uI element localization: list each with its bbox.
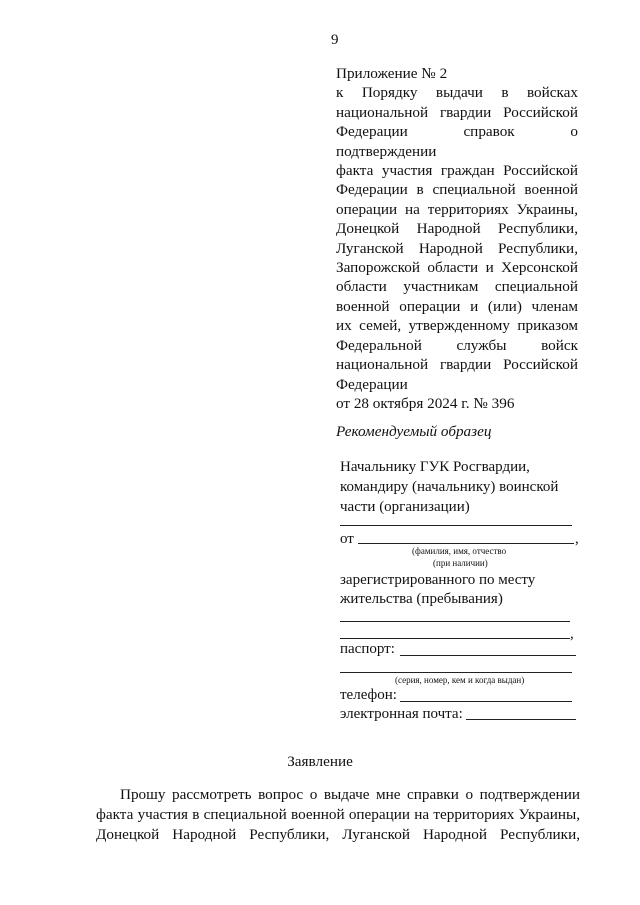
name-hint: (фамилия, имя, отчество xyxy=(412,546,507,556)
phone-field-line[interactable] xyxy=(400,701,572,702)
statement-line: факта участия в специальной военной операции на территориях Украины, xyxy=(96,806,580,823)
statement-body xyxy=(96,785,580,845)
appendix-title: Приложение № 2 xyxy=(336,65,448,82)
statement-line: Прошу рассмотреть вопрос о выдаче мне справки о подтверждении xyxy=(120,786,580,803)
address-field-line[interactable] xyxy=(340,621,570,622)
addressee-line: части (организации) xyxy=(340,499,470,515)
appendix-line: Федерации xyxy=(336,375,408,393)
appendix-line: Донецкой Народной Республики, xyxy=(336,220,578,238)
passport-field-line[interactable] xyxy=(340,672,572,673)
appendix-line: Федерации справок о подтверждении xyxy=(336,123,578,160)
email-label: электронная почта: xyxy=(340,706,463,722)
appendix-line: операции на территориях Украины, xyxy=(336,200,578,218)
addressee-line: Начальнику ГУК Росгвардии, xyxy=(340,459,530,475)
appendix-line: к Порядку выдачи в войсках xyxy=(336,84,578,102)
registered-label: зарегистрированного по месту xyxy=(340,572,536,588)
addressee-block xyxy=(340,457,580,517)
appendix-line: Запорожской области и Херсонской xyxy=(336,259,578,277)
appendix-line: Луганской Народной Республики, xyxy=(336,239,578,257)
address-field-line[interactable] xyxy=(340,638,570,639)
appendix-line: области участникам специальной xyxy=(336,278,578,296)
sample-label: Рекомендуемый образец xyxy=(336,423,492,440)
appendix-line: военной операции и (или) членам xyxy=(336,297,578,315)
statement-line: Донецкой Народной Республики, Луганской Народной Республики, xyxy=(96,826,580,843)
addressee-line: командиру (начальнику) воинской xyxy=(340,479,559,495)
blank-line[interactable] xyxy=(340,525,572,526)
phone-label: телефон: xyxy=(340,687,397,703)
appendix-line: национальной гвардии Российской xyxy=(336,356,578,374)
statement-title: Заявление xyxy=(287,753,353,770)
appendix-line: национальной гвардии Российской xyxy=(336,103,578,121)
appendix-header xyxy=(336,64,578,413)
appendix-line: Федерации в специальной военной xyxy=(336,181,578,199)
passport-hint: (серия, номер, кем и когда выдан) xyxy=(395,675,525,685)
name-hint: (при наличии) xyxy=(433,558,488,568)
appendix-line: их семей, утвержденному приказом xyxy=(336,317,578,335)
page-number: 9 xyxy=(331,32,339,48)
appendix-date: от 28 октября 2024 г. № 396 xyxy=(336,394,515,412)
address-comma: , xyxy=(570,626,574,642)
passport-label: паспорт: xyxy=(340,641,395,657)
appendix-line: факта участия граждан Российской xyxy=(336,162,578,180)
passport-field-line[interactable] xyxy=(400,655,576,656)
email-field-line[interactable] xyxy=(466,719,576,720)
name-field-line[interactable] xyxy=(358,543,574,544)
from-comma: , xyxy=(575,531,579,547)
registered-label: жительства (пребывания) xyxy=(340,591,503,607)
appendix-line: Федеральной службы войск xyxy=(336,336,578,354)
from-label: от xyxy=(340,531,354,547)
